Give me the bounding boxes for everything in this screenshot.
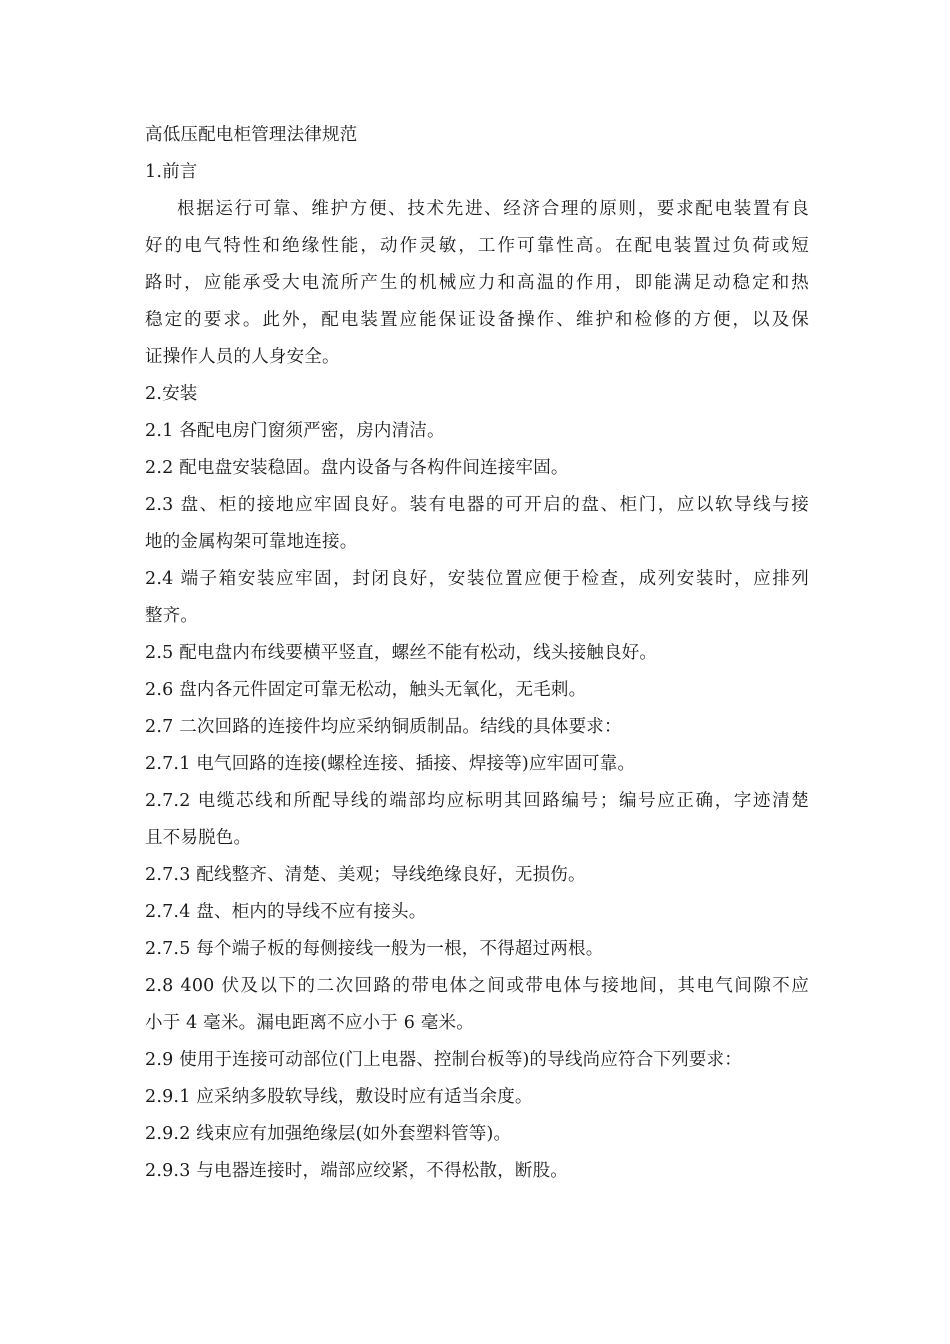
body-line: 好的电气特性和绝缘性能，动作灵敏，工作可靠性高。在配电装置过负荷或短 — [145, 236, 809, 256]
clause-line: 2.9.3 与电器连接时，端部应绞紧，不得松散，断股。 — [145, 1161, 568, 1181]
clause-line: 2.9 使用于连接可动部位(门上电器、控制台板等)的导线尚应符合下列要求： — [145, 1050, 742, 1070]
clause-line: 2.7.5 每个端子板的每侧接线一般为一根，不得超过两根。 — [145, 939, 604, 959]
clause-line: 2.8 400 伏及以下的二次回路的带电体之间或带电体与接地间，其电气间隙不应 — [145, 976, 809, 996]
clause-line: 2.2 配电盘安装稳固。盘内设备与各构件间连接牢固。 — [145, 458, 569, 478]
body-line: 路时，应能承受大电流所产生的机械应力和高温的作用，即能满足动稳定和热 — [145, 273, 809, 293]
clause-line: 2.7.2 电缆芯线和所配导线的端部均应标明其回路编号；编号应正确，字迹清楚 — [145, 791, 809, 811]
clause-line: 2.6 盘内各元件固定可靠无松动，触头无氧化，无毛刺。 — [145, 680, 587, 700]
clause-line: 2.7.3 配线整齐、清楚、美观；导线绝缘良好，无损伤。 — [145, 865, 586, 885]
clause-line: 2.7.1 电气回路的连接(螺栓连接、插接、焊接等)应牢固可靠。 — [145, 754, 636, 774]
body-line: 根据运行可靠、维护方便、技术先进、经济合理的原则，要求配电装置有良 — [177, 199, 809, 219]
section-heading-preface: 1.前言 — [145, 162, 198, 182]
clause-line: 且不易脱色。 — [145, 828, 252, 848]
document-title: 高低压配电柜管理法律规范 — [145, 125, 358, 145]
body-line: 证操作人员的人身安全。 — [145, 347, 340, 367]
clause-line: 整齐。 — [145, 606, 199, 626]
clause-line: 2.7.4 盘、柜内的导线不应有接头。 — [145, 902, 427, 922]
clause-line: 2.3 盘、柜的接地应牢固良好。装有电器的可开启的盘、柜门，应以软导线与接 — [145, 495, 809, 515]
clause-line: 2.1 各配电房门窗须严密，房内清洁。 — [145, 421, 445, 441]
clause-line: 2.7 二次回路的连接件均应采纳铜质制品。结线的具体要求： — [145, 717, 622, 737]
clause-line: 2.9.2 线束应有加强绝缘层(如外套塑料管等)。 — [145, 1124, 512, 1144]
clause-line: 2.9.1 应采纳多股软导线，敷设时应有适当余度。 — [145, 1087, 533, 1107]
clause-line: 2.4 端子箱安装应牢固，封闭良好，安装位置应便于检查，成列安装时，应排列 — [145, 569, 809, 589]
body-line: 稳定的要求。此外，配电装置应能保证设备操作、维护和检修的方便，以及保 — [145, 310, 809, 330]
clause-line: 地的金属构架可靠地连接。 — [145, 532, 358, 552]
clause-line: 小于 4 毫米。漏电距离不应小于 6 毫米。 — [145, 1013, 474, 1033]
document-body — [145, 117, 809, 1190]
section-heading-installation: 2.安装 — [145, 384, 198, 404]
clause-line: 2.5 配电盘内布线要横平竖直，螺丝不能有松动，线头接触良好。 — [145, 643, 658, 663]
